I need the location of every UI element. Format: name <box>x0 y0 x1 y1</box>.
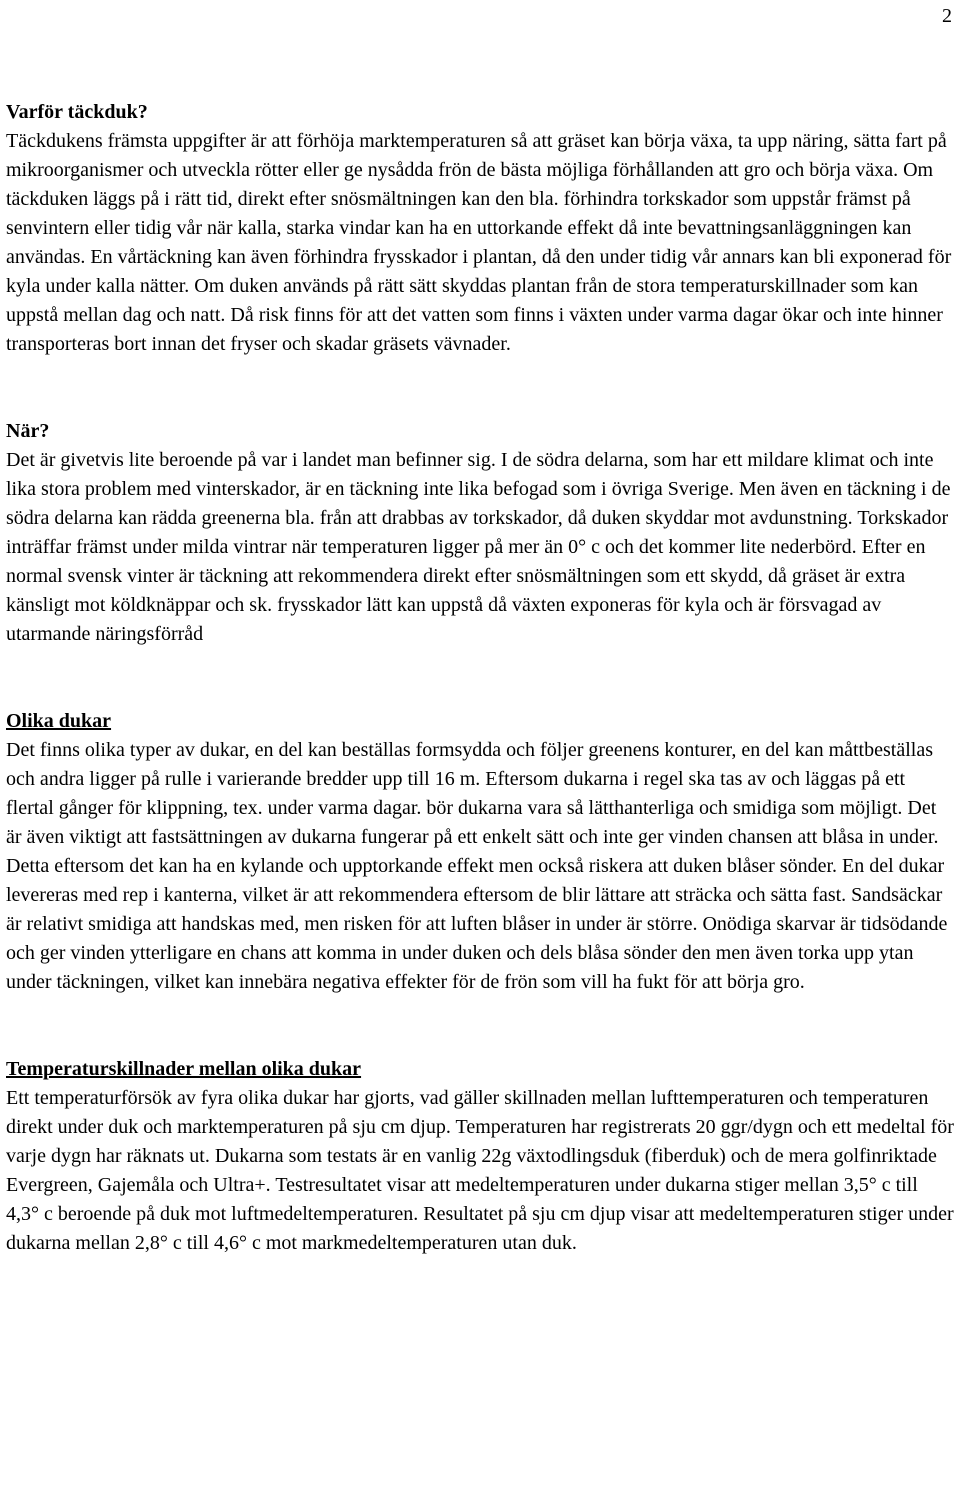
section-heading: När? <box>6 420 50 442</box>
document-body <box>6 98 954 1258</box>
section-heading: Varför täckduk? <box>6 101 148 123</box>
section-varfor-tackduk <box>6 98 954 359</box>
section-heading: Temperaturskillnader mellan olika dukar <box>6 1058 362 1080</box>
section-paragraph: Täckdukens främsta uppgifter är att förhöja marktemperaturen så att gräset kan börja växa, ta upp näring, sätta fart på mikroorganismer och utveckla rötter eller ge nysådda frön de bästa möjliga förhållanden att gro och börja växa. Om täckduken läggs på i rätt tid, direkt efter snösmältningen kan den bla. förhindra torkskador som uppstår främst på senvintern eller tidig vår när kalla, starka vindar kan ha en uttorkande effekt då inte bevattningsanläggningen kan användas. En vårtäckning kan även förhindra frysskador i plantan, då den under tidig vår annars kan bli exponerad för kyla under kalla nätter. Om duken används på rätt sätt skyddas plantan från de stora temperaturskillnader som kan uppstå mellan dag och natt. Då risk finns för att det vatten som finns i växten under varma dagar ökar och inte hinner transporteras bort innan det fryser och skadar gräsets vävnader. <box>6 130 952 355</box>
section-nar <box>6 417 954 649</box>
section-temperaturskillnader <box>6 1055 954 1258</box>
section-heading: Olika dukar <box>6 710 112 732</box>
section-olika-dukar <box>6 707 954 997</box>
page-number: 2 <box>942 5 952 27</box>
section-paragraph: Ett temperaturförsök av fyra olika dukar har gjorts, vad gäller skillnaden mellan lufttemperaturen och temperaturen direkt under duk och marktemperaturen på sju cm djup. Temperaturen har registrerats 20 ggr/dygn och ett medeltal för varje dygn har räknats ut. Dukarna som testats är en vanlig 22g växtodlingsduk (fiberduk) och de mera golfinriktade Evergreen, Gajemåla och Ultra+. Testresultatet visar att medeltemperaturen under dukarna stiger mellan 3,5° c till 4,3° c beroende på duk mot luftmedeltemperaturen. Resultatet på sju cm djup visar att medeltemperaturen stiger under dukarna mellan 2,8° c till 4,6° c mot markmedeltemperaturen utan duk. <box>6 1087 954 1254</box>
section-paragraph: Det är givetvis lite beroende på var i landet man befinner sig. I de södra delarna, som har ett mildare klimat och inte lika stora problem med vinterskador, är en täckning inte lika befogad som i övriga Sverige. Men även en täckning i de södra delarna kan rädda greenerna bla. från att drabbas av torkskador, då duken skyddar mot avdunstning. Torkskador inträffar främst under milda vintrar när temperaturen ligger på mer än 0° c och det kommer lite nederbörd. Efter en normal svensk vinter är täckning att rekommendera direkt efter snösmältningen som ett skydd, då gräset är extra känsligt mot köldknäppar och sk. frysskador lätt kan uppstå då växten exponeras för kyla och är försvagad av utarmande näringsförråd <box>6 449 951 645</box>
section-paragraph: Det finns olika typer av dukar, en del kan beställas formsydda och följer greenens konturer, en del kan måttbeställas och andra ligger på rulle i varierande bredder upp till 16 m. Eftersom dukarna i regel ska tas av och läggas på ett flertal gånger för klippning, tex. under varma dagar. bör dukarna vara så lätthanterliga och smidiga som möjligt. Det är även viktigt att fastsättningen av dukarna fungerar på ett enkelt sätt och inte ger vinden chansen att blåsa in under. Detta eftersom det kan ha en kylande och upptorkande effekt men också riskera att duken blåser sönder. En del dukar levereras med rep i kanterna, vilket är att rekommendera eftersom de blir lättare att sträcka och sätta fast. Sandsäckar är relativt smidiga att handskas med, men risken för att luften blåser in under är större. Onödiga skarvar är tidsödande och ger vinden ytterligare en chans att komma in under duken och dels blåsa sönder den men även torka upp ytan under täckningen, vilket kan innebära negativa effekter för de frön som vill ha fukt för att börja gro. <box>6 739 948 993</box>
